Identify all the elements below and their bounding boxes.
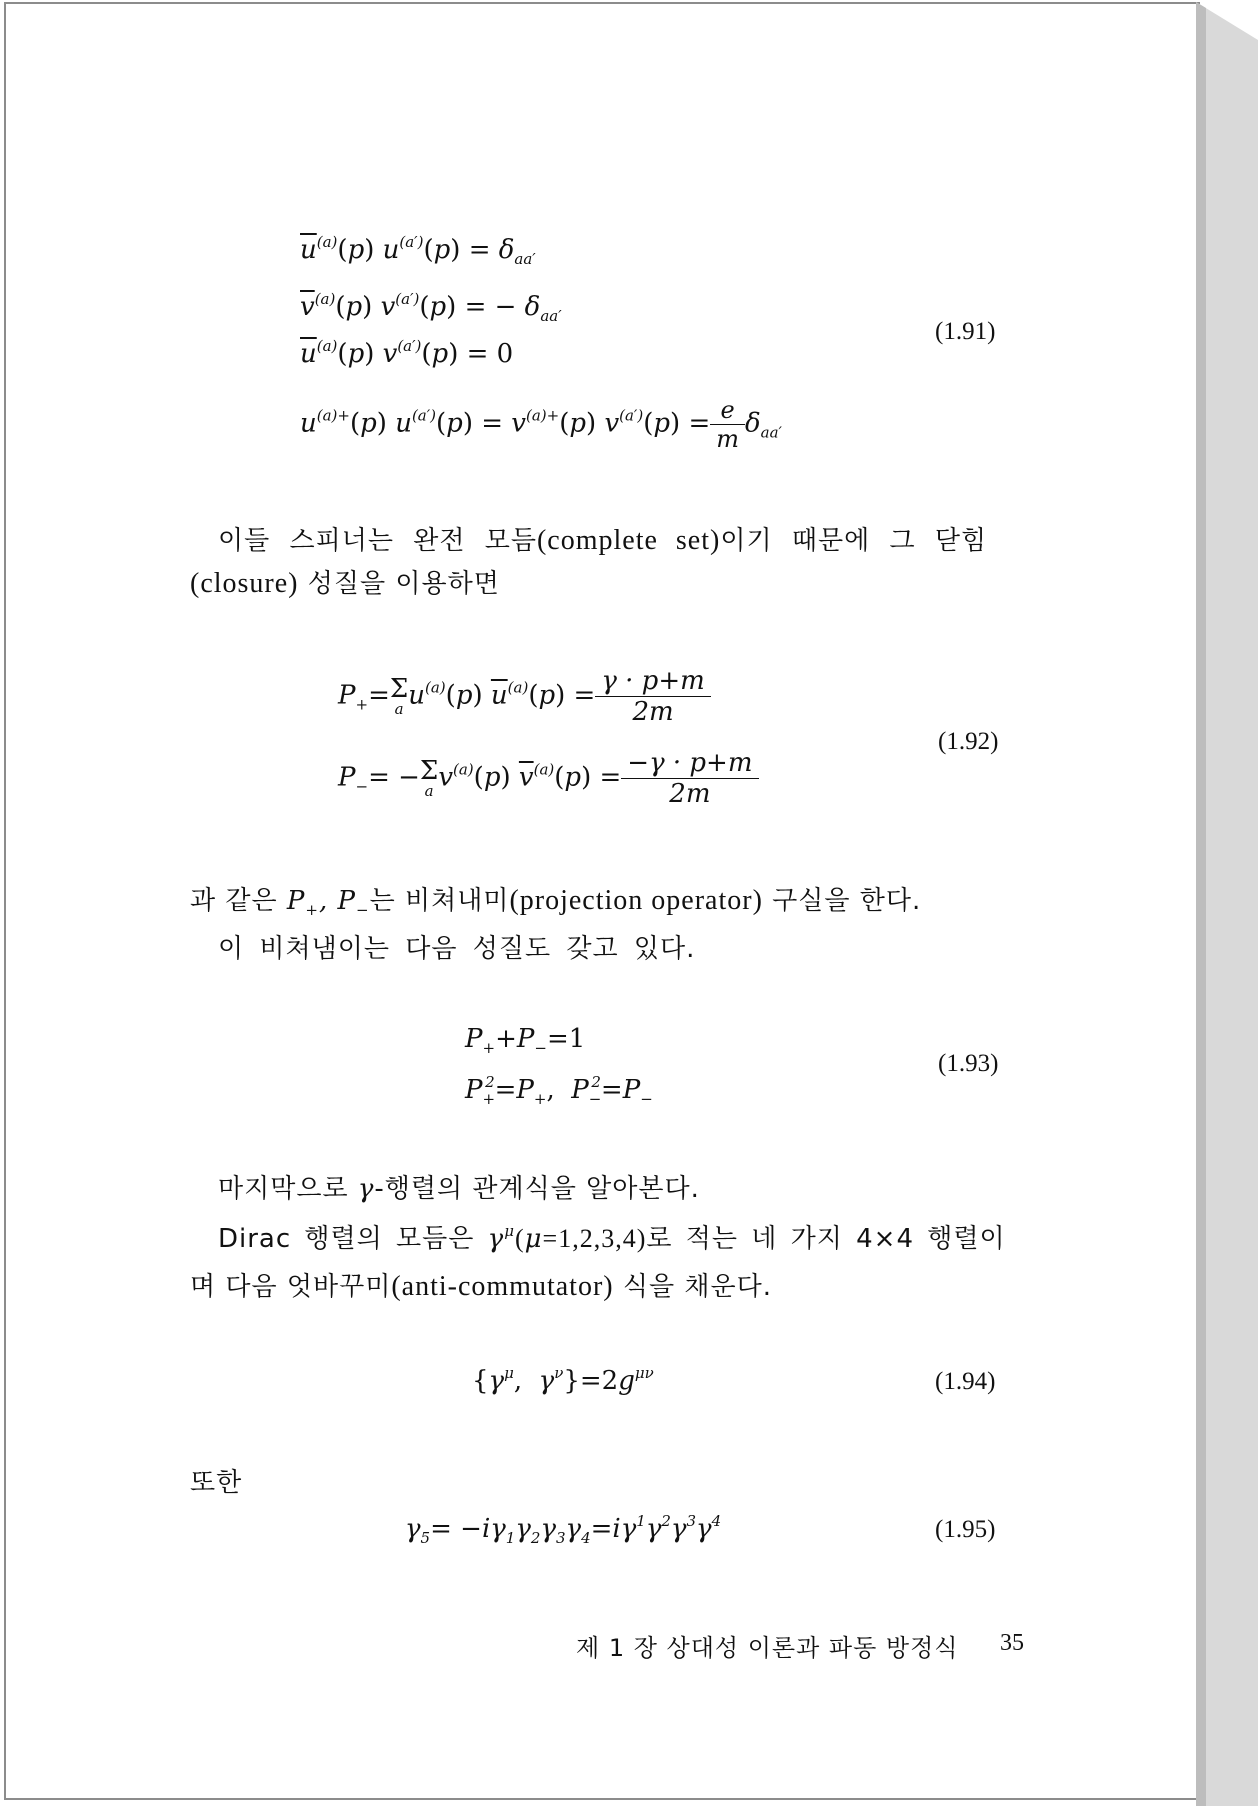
eq193-line1: $P_++P_-=1$ [465, 1024, 586, 1057]
footer-chapter: 제 1 장 상대성 이론과 파동 방정식 [576, 1634, 959, 1662]
eq191-line4: $u^{(a)+}(p) u^{(a')}(p) = v^{(a)+}(p) v^{(a')}(p)$ = $\frac{e}{m}$ $\delta_{aa'}$ [300, 396, 782, 453]
eq192-line2: $P_-= -\Sigma$ a $v^{(a)}(p) \overline{v}^{(a)}(p)$ = $\frac{-\gamma \cdot p+m}{2m}$ [338, 748, 759, 809]
para3-line3: 며 다음 엇바꾸미(anti-commutator) 식을 채운다. [190, 1271, 772, 1302]
eq195-number: (1.95) [935, 1516, 996, 1543]
eq191-line2: $\overline{v}^{(a)}(p) v^{(a')}(p)$ = − $\delta_{aa'}$ [300, 290, 562, 325]
para2-line1: 과 같은 $P_+$, $P_-$는 비쳐내미(projection operator) 구실을 한다. [190, 885, 922, 919]
para1-line2: (closure) 성질을 이용하면 [190, 568, 500, 599]
eq191-number: (1.91) [935, 318, 996, 345]
eq193-number: (1.93) [938, 1050, 999, 1077]
page-edge-shadow [1196, 0, 1258, 1806]
para4-line1: 또한 [190, 1468, 243, 1498]
eq195-formula: $\gamma_5= -i\gamma_1\gamma_2\gamma_3\gamma_4=i\gamma^1\gamma^2\gamma^3\gamma^4$ [405, 1512, 722, 1547]
footer-page-number: 35 [1000, 1630, 1024, 1656]
para3-line2: Dirac 행렬의 모듬은 $\gamma^\mu(\mu=1,2,3,4)$로 적는 네 가지 4×4 행렬이 [218, 1222, 1006, 1254]
eq194-formula: {$\gamma^\mu$, $\gamma^\nu\}=2g^{\mu\nu}$ [472, 1364, 654, 1396]
para2-line2: 이 비쳐냄이는 다음 성질도 갖고 있다. [218, 934, 696, 964]
eq193-line2: $P_+^2=P_+$, $P_-^2=P_-$ [465, 1073, 653, 1108]
eq192-number: (1.92) [938, 728, 999, 755]
eq191-line1: $\overline{u}^{(a)}(p) u^{(a')}(p) = \delta_{aa'}$ [300, 233, 536, 268]
eq191-line3: $\overline{u}^{(a)}(p) v^{(a')}(p) = 0$ [300, 337, 514, 369]
eq194-number: (1.94) [935, 1368, 996, 1395]
para3-line1: 마지막으로 γ-행렬의 관계식을 알아본다. [218, 1174, 700, 1204]
para1-line1: 이들 스피너는 완전 모듬(complete set)이기 때문에 그 닫힘 [218, 525, 988, 556]
eq192-line1: $P_+=\Sigma$ a $u^{(a)}(p) \overline{u}^{(a)}(p)$ = $\frac{\gamma \cdot p+m}{2m}$ [338, 666, 711, 727]
